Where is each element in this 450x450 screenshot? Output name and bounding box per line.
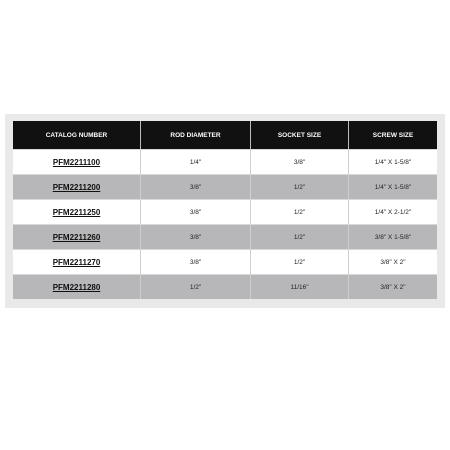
header-socket-size: SOCKET SIZE — [251, 121, 349, 149]
screw-size-cell: 3/8" X 2" — [349, 249, 437, 274]
table-row — [13, 249, 437, 274]
header-rod-diameter: ROD DIAMETER — [141, 121, 251, 149]
catalog-number-link[interactable]: PFM2211200 — [13, 174, 141, 199]
rod-diameter-cell: 3/8" — [141, 249, 251, 274]
spec-table-frame — [5, 114, 445, 308]
rod-diameter-cell: 1/2" — [141, 274, 251, 299]
socket-size-cell: 11/16" — [251, 274, 349, 299]
socket-size-cell: 1/2" — [251, 199, 349, 224]
screw-size-cell: 1/4" X 2-1/2" — [349, 199, 437, 224]
catalog-number-link[interactable]: PFM2211280 — [13, 274, 141, 299]
rod-diameter-cell: 3/8" — [141, 224, 251, 249]
table-row — [13, 199, 437, 224]
catalog-number-link[interactable]: PFM2211100 — [13, 149, 141, 174]
rod-diameter-cell: 3/8" — [141, 174, 251, 199]
spec-table — [13, 121, 437, 299]
socket-size-cell: 3/8" — [251, 149, 349, 174]
header-catalog-number: CATALOG NUMBER — [13, 121, 141, 149]
header-screw-size: SCREW SIZE — [349, 121, 437, 149]
catalog-number-link[interactable]: PFM2211270 — [13, 249, 141, 274]
screw-size-cell: 3/8" X 1-5/8" — [349, 224, 437, 249]
socket-size-cell: 1/2" — [251, 249, 349, 274]
table-header-row — [13, 121, 437, 149]
screw-size-cell: 1/4" X 1-5/8" — [349, 174, 437, 199]
socket-size-cell: 1/2" — [251, 174, 349, 199]
rod-diameter-cell: 1/4" — [141, 149, 251, 174]
table-row — [13, 174, 437, 199]
catalog-number-link[interactable]: PFM2211260 — [13, 224, 141, 249]
rod-diameter-cell: 3/8" — [141, 199, 251, 224]
table-row — [13, 224, 437, 249]
table-row — [13, 149, 437, 174]
screw-size-cell: 3/8" X 2" — [349, 274, 437, 299]
catalog-number-link[interactable]: PFM2211250 — [13, 199, 141, 224]
socket-size-cell: 1/2" — [251, 224, 349, 249]
screw-size-cell: 1/4" X 1-5/8" — [349, 149, 437, 174]
table-row — [13, 274, 437, 299]
